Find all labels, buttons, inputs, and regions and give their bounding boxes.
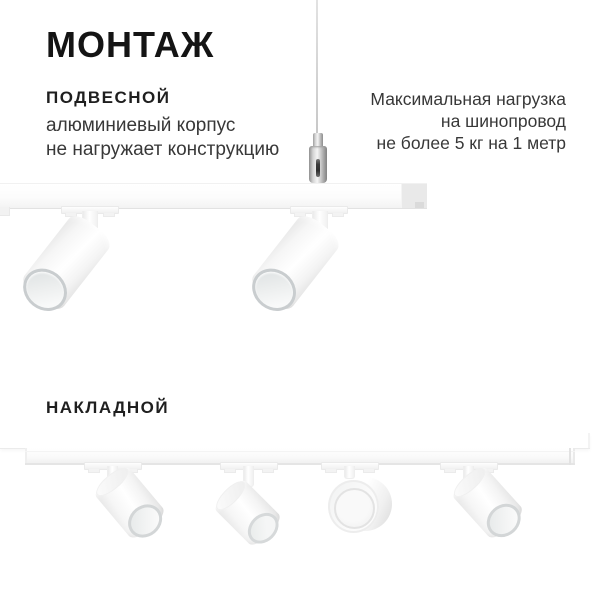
spotlight-body [212, 477, 284, 549]
track-endcap [401, 184, 427, 208]
puck-lens-ring [334, 488, 375, 529]
surface-heading: НАКЛАДНОЙ [46, 398, 170, 417]
suspended-desc-line2: не нагружает конструкцию [46, 139, 280, 160]
spotlight-suspended-1 [17, 211, 114, 316]
suspended-heading: ПОДВЕСНОЙ [46, 88, 171, 107]
spotlight-suspended-2 [246, 211, 343, 316]
spotlight-surface-1 [92, 464, 168, 543]
load-note-block [370, 88, 566, 154]
spotlight-surface-4 [450, 464, 527, 542]
spotlight-surface-3-puck [328, 477, 392, 534]
suspended-desc-line1: алюминиевый корпус [46, 115, 236, 136]
ceiling-panel [0, 433, 590, 449]
load-note-line3: не более 5 кг на 1 метр [376, 133, 566, 153]
load-note-line1: Максимальная нагрузка [370, 89, 566, 109]
gripper-slot [316, 159, 320, 177]
cable-gripper [309, 133, 327, 183]
page-title: МОНТАЖ [46, 24, 215, 65]
load-note-line2: на шинопровод [440, 111, 566, 131]
suspended-text-block [46, 88, 279, 162]
track-left-stub [0, 207, 10, 216]
suspension-cable [316, 0, 318, 136]
spotlight-surface-2 [212, 477, 284, 549]
